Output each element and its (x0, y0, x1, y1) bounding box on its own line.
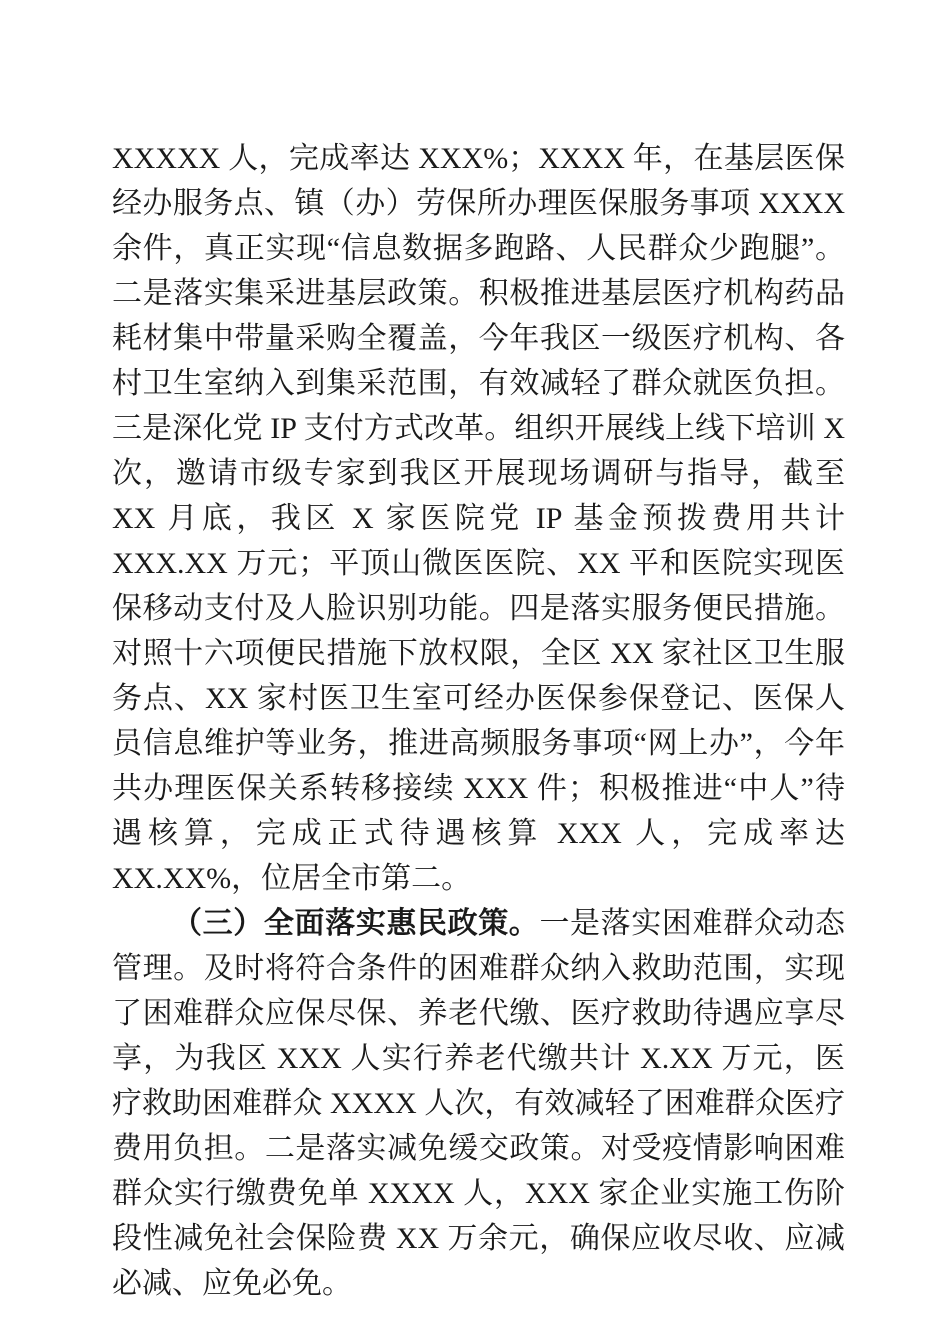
paragraph-run: XXXXX 人，完成率达 XXX%；XXXX 年，在基层医保经办服务点、镇（办）劳保所办理医保服务事项 XXXX 余件，真正实现“信息数据多跑路、人民群众少跑腿”。二是落实集采进基层政策。积极推进基层医疗机构药品耗材集中带量采购全覆盖，今年我区一级医疗机构、各村卫生室纳入到集采范围，有效减轻了群众就医负担。三是深化党 IP 支付方式改革。组织开展线上线下培训 X 次，邀请市级专家到我区开展现场调研与指导，截至 XX 月底，我区 X 家医院党 IP 基金预拨费用共计 XXX.XX 万元；平顶山微医医院、XX 平和医院实现医保移动支付及人脸识别功能。四是落实服务便民措施。对照十六项便民措施下放权限，全区 XX 家社区卫生服务点、XX 家村医卫生室可经办医保参保登记、医保人员信息维护等业务，推进高频服务事项“网上办”，今年共办理医保关系转移接续 XXX 件；积极推进“中人”待遇核算，完成正式待遇核算 XXX 人，完成率达 XX.XX%，位居全市第二。 (112, 142, 845, 895)
section-heading-run: （三）全面落实惠民政策。 (172, 907, 540, 940)
paragraph-continuation (112, 136, 845, 901)
paragraph-section-three (112, 901, 845, 1306)
document-text-body (112, 136, 845, 1306)
paragraph-run: 一是落实困难群众动态管理。及时将符合条件的困难群众纳入救助范围，实现了困难群众应保尽保、养老代缴、医疗救助待遇应享尽享，为我区 XXX 人实行养老代缴共计 X.XX 万元，医疗救助困难群众 XXXX 人次，有效减轻了困难群众医疗费用负担。二是落实减免缓交政策。对受疫情影响困难群众实行缴费免单 XXXX 人，XXX 家企业实施工伤阶段性减免社会保险费 XX 万余元，确保应收尽收、应减必减、应免必免。 (112, 907, 846, 1300)
